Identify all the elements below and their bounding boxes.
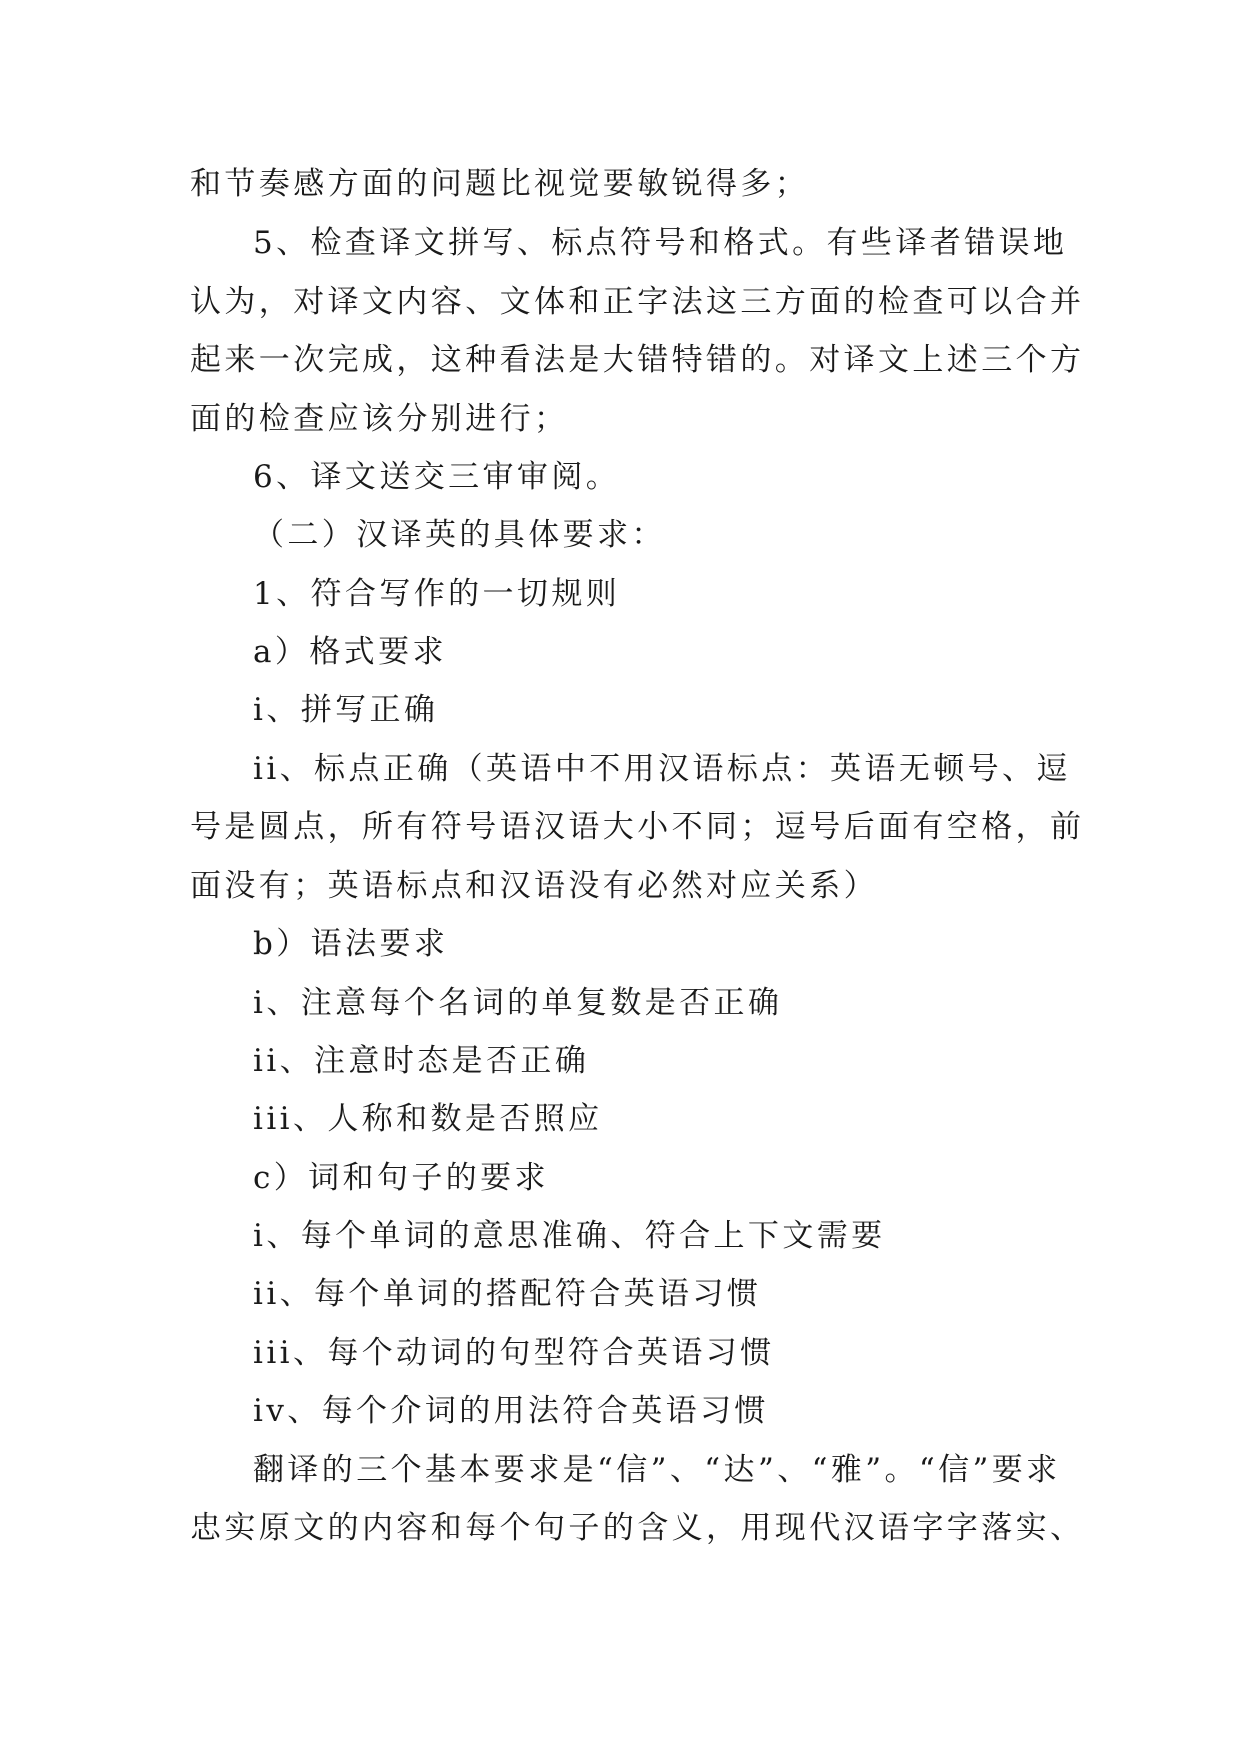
text-line: 面的检查应该分别进行； (190, 401, 569, 437)
text-line: 翻译的三个基本要求是“信”、“达”、“雅”。“信”要求 (253, 1452, 1061, 1488)
text-line: ii、每个单词的搭配符合英语习惯 (253, 1276, 762, 1312)
text-line: 5、检查译文拼写、标点符号和格式。有些译者错误地 (253, 225, 1068, 261)
text-line: 起来一次完成，这种看法是大错特错的。对译文上述三个方 (190, 342, 1085, 378)
text-line: c）词和句子的要求 (253, 1160, 549, 1196)
text-line: 号是圆点，所有符号语汉语大小不同；逗号后面有空格，前 (190, 809, 1085, 845)
text-line: i、注意每个名词的单复数是否正确 (253, 985, 783, 1021)
text-line: iii、每个动词的句型符合英语习惯 (253, 1335, 775, 1371)
text-line: 面没有；英语标点和汉语没有必然对应关系） (190, 868, 878, 904)
text-line: b）语法要求 (253, 926, 449, 962)
text-line: 忠实原文的内容和每个句子的含义，用现代汉语字字落实、 (190, 1510, 1085, 1546)
text-line: ii、注意时态是否正确 (253, 1043, 590, 1079)
text-line: i、拼写正确 (253, 692, 439, 728)
text-line: i、每个单词的意思准确、符合上下文需要 (253, 1218, 886, 1254)
text-line: ii、标点正确（英语中不用汉语标点：英语无顿号、逗 (253, 751, 1071, 787)
text-line: a）格式要求 (253, 634, 447, 670)
text-line: 认为，对译文内容、文体和正字法这三方面的检查可以合并 (190, 284, 1085, 320)
text-line: iv、每个介词的用法符合英语习惯 (253, 1393, 769, 1429)
text-line: 1、符合写作的一切规则 (253, 576, 621, 612)
section-heading: （二）汉译英的具体要求： (253, 517, 666, 553)
text-line: iii、人称和数是否照应 (253, 1101, 603, 1137)
text-line: 和节奏感方面的问题比视觉要敏锐得多； (190, 166, 810, 202)
text-line: 6、译文送交三审审阅。 (253, 459, 621, 495)
